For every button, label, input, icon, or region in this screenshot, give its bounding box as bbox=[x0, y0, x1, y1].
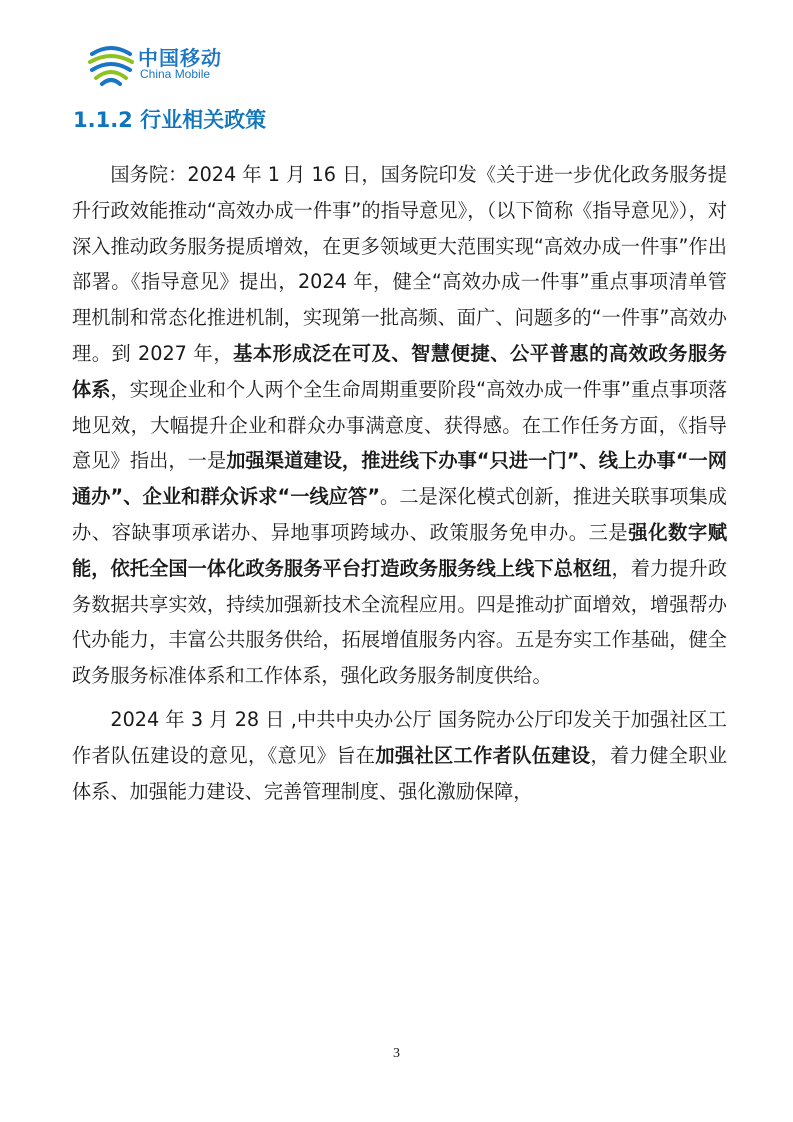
text-segment: 2024 年 3 月 28 日 ,中共中央办公厅 国务院办公厅印发关于加强社区工作者队伍建设的意见，《意见》旨在 bbox=[72, 707, 727, 767]
logo-text-cn: 中国移动 bbox=[138, 46, 222, 70]
bold-text-segment: 加强社区工作者队伍建设 bbox=[375, 743, 591, 767]
body-content bbox=[72, 157, 727, 817]
paragraph-community-workers-opinion bbox=[72, 702, 727, 809]
text-segment: 国务院：2024 年 1 月 16 日，国务院印发《关于进一步优化政务服务提升行政效能推动“高效办成一件事”的指导意见》，（以下简称《指导意见》），对深入推动政务服务提质增效，在更多领域更大范围实现“高效办成一件事”作出部署。《指导意见》提出，2024 年，健全“高效办成一件事”重点事项清单管理机制和常态化推进机制，实现第一批高频、面广、问题多的“一件事”高效办理。到 2027 年， bbox=[72, 163, 727, 365]
text-segment: 。二是深化模式创新，推进关联事项集成办、容缺事项承诺办、异地事项跨域办、政策服务免申办。三是 bbox=[72, 485, 727, 544]
china-mobile-logo-icon bbox=[88, 40, 134, 88]
section-heading: 1.1.2 行业相关政策 bbox=[73, 108, 267, 132]
bold-text-segment: 加强渠道建设，推进线下办事“只进一门”、线上办事“一网通办”、企业和群众诉求“一线应答” bbox=[72, 449, 727, 509]
paragraph-state-council-guidance bbox=[72, 157, 727, 694]
bold-text-segment: 基本形成泛在可及、智慧便捷、公平普惠的高效政务服务体系 bbox=[72, 341, 727, 401]
text-segment: ，实现企业和个人两个全生命周期重要阶段“高效办成一件事”重点事项落地见效，大幅提升企业和群众办事满意度、获得感。在工作任务方面，《指导意见》指出，一是 bbox=[72, 377, 728, 473]
page-number: 3 bbox=[393, 1046, 400, 1061]
logo-text-en: China Mobile bbox=[140, 67, 211, 81]
text-segment: ，着力提升政务数据共享实效，持续加强新技术全流程应用。四是推动扩面增效，增强帮办代办能力，丰富公共服务供给，拓展增值服务内容。五是夯实工作基础，健全政务服务标准体系和工作体系，强化政务服务制度供给。 bbox=[72, 556, 728, 688]
china-mobile-logo bbox=[88, 40, 248, 88]
bold-text-segment: 强化数字赋能，依托全国一体化政务服务平台打造政务服务线上线下总枢纽 bbox=[72, 520, 728, 580]
text-segment: ，着力健全职业体系、加强能力建设、完善管理制度、强化激励保障， bbox=[72, 743, 728, 803]
